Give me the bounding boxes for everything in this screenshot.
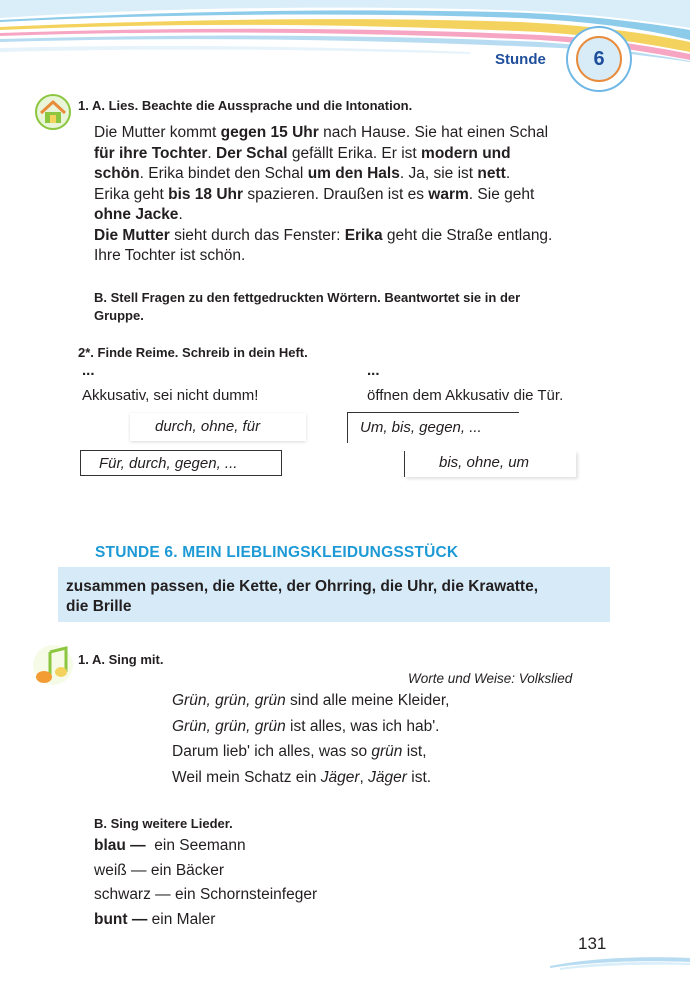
color-list xyxy=(94,834,317,932)
task1-line-3: schön. Erika bindet den Schal um den Hals. Ja, sie ist nett. xyxy=(94,165,511,182)
music-note-icon xyxy=(30,642,76,688)
task1-line-6: Die Mutter sieht durch das Fenster: Erika geht die Straße entlang. xyxy=(94,226,553,244)
color-item: bunt — ein Maler xyxy=(94,910,216,928)
song-line-3: Darum lieb' ich alles, was so grün ist, xyxy=(172,743,427,760)
color-item: schwarz — ein Schornsteinfeger xyxy=(94,886,318,903)
task1-line-2: für ihre Tochter. Der Schal gefällt Erika. Er ist modern und xyxy=(94,144,511,162)
section-title: STUNDE 6. MEIN LIEBLINGSKLEIDUNGSSTÜCK xyxy=(95,544,459,561)
rhyme-option-3: Für, durch, gegen, ... xyxy=(80,450,282,476)
rhyme-option-2: Um, bis, gegen, ... xyxy=(347,412,519,443)
song-line-1: Grün, grün, grün sind alle meine Kleider, xyxy=(172,692,450,709)
task1-line-4: Erika geht bis 18 Uhr spazieren. Draußen ist es warm. Sie geht xyxy=(94,185,535,203)
home-icon xyxy=(33,93,73,131)
rhyme-option-4: bis, ohne, um xyxy=(404,451,576,477)
rhyme-option-1: durch, ohne, für xyxy=(130,413,306,441)
vocabulary-box: zusammen passen, die Kette, der Ohrring, die Uhr, die Krawatte, die Brille xyxy=(58,567,610,622)
task2-heading: 2*. Finde Reime. Schreib in dein Heft. xyxy=(78,345,308,360)
task1-line-1: Die Mutter kommt gegen 15 Uhr nach Hause. Sie hat einen Schal xyxy=(94,124,549,141)
song-line-2: Grün, grün, grün ist alles, was ich hab'. xyxy=(172,717,440,735)
task1-line-7: Ihre Tochter ist schön. xyxy=(94,247,246,264)
song-line-4: Weil mein Schatz ein Jäger, Jäger ist. xyxy=(172,768,432,786)
song-b-heading: B. Sing weitere Lieder. xyxy=(94,816,233,831)
song-credit: Worte und Weise: Volkslied xyxy=(408,671,573,686)
song-heading: 1. A. Sing mit. xyxy=(78,652,164,667)
rhyme-line-left: Akkusativ, sei nicht dumm! xyxy=(82,387,259,404)
rhyme-dots-left: ... xyxy=(82,362,95,379)
lesson-badge xyxy=(568,28,630,90)
task1-heading: 1. A. Lies. Beachte die Aussprache und die Intonation. xyxy=(78,98,413,113)
rhyme-line-right: öffnen dem Akkusativ die Tür. xyxy=(367,387,564,404)
lesson-label: Stunde xyxy=(495,51,546,68)
task1-text xyxy=(94,123,608,267)
task1b-heading: B. Stell Fragen zu den fettgedruckten Wörtern. Beantwortet sie in der Gruppe. xyxy=(94,290,521,323)
song-lyrics xyxy=(172,688,449,790)
task1-line-5: ohne Jacke. xyxy=(94,206,183,223)
color-item: weiß — ein Bäcker xyxy=(94,861,225,879)
lesson-number: 6 xyxy=(576,36,622,82)
footer-decoration xyxy=(540,950,690,972)
rhyme-dots-right: ... xyxy=(367,362,380,379)
page-number: 131 xyxy=(578,934,607,953)
color-item: blau — ein Seemann xyxy=(94,837,246,854)
